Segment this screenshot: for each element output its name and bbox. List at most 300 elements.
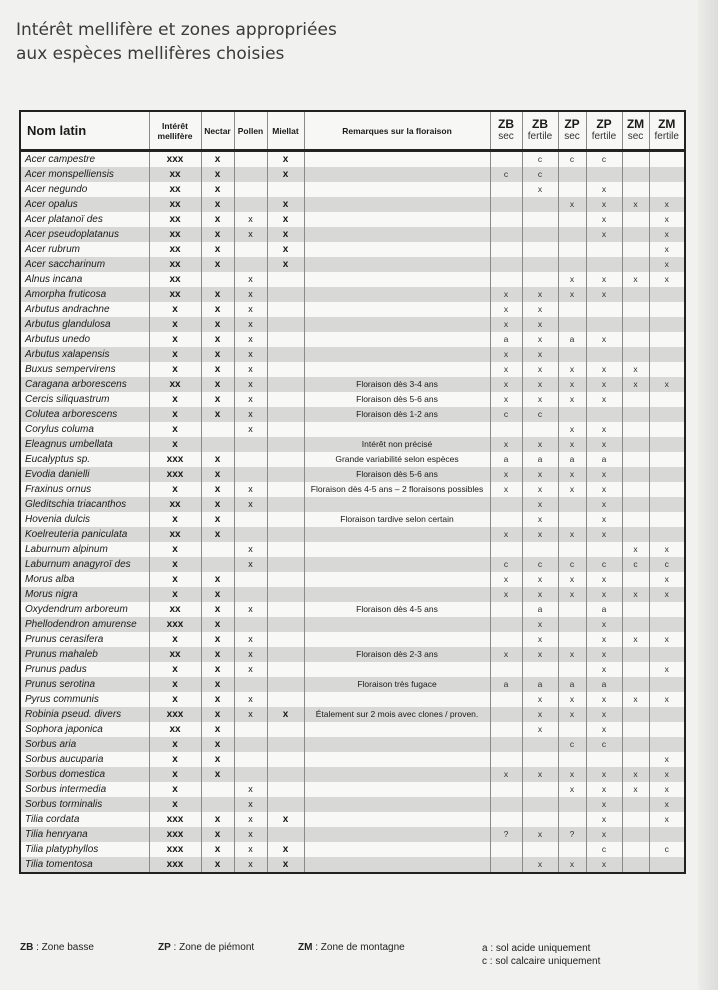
nectar-cell: x [201, 151, 234, 168]
interest-cell: x [149, 572, 201, 587]
latin-name-cell: Tilia cordata [21, 812, 149, 827]
miellat-cell [267, 572, 304, 587]
nectar-cell: x [201, 752, 234, 767]
zb-sec-cell: c [490, 557, 522, 572]
zb-sec-cell [490, 662, 522, 677]
interest-cell: x [149, 767, 201, 782]
page-edge [698, 0, 718, 990]
zb-sec-cell: ? [490, 827, 522, 842]
legend-zp: ZP : Zone de piémont [158, 942, 255, 953]
pollen-cell [234, 677, 267, 692]
nectar-cell: x [201, 842, 234, 857]
zb-fertile-cell: x [522, 182, 558, 197]
zp-sec-cell: x [558, 287, 586, 302]
nectar-cell: x [201, 737, 234, 752]
interest-cell: x [149, 302, 201, 317]
zp-fertile-cell: x [586, 662, 622, 677]
latin-name-cell: Prunus cerasifera [21, 632, 149, 647]
remark-cell [304, 692, 490, 707]
miellat-cell [267, 482, 304, 497]
pollen-cell: x [234, 812, 267, 827]
zm-sec-cell: x [622, 362, 649, 377]
remark-cell [304, 767, 490, 782]
zp-fertile-cell: x [586, 212, 622, 227]
zp-sec-cell: x [558, 467, 586, 482]
zm-sec-cell: x [622, 767, 649, 782]
zp-sec-cell [558, 602, 586, 617]
zb-fertile-cell [522, 227, 558, 242]
remark-cell: Floraison dès 5-6 ans [304, 467, 490, 482]
remark-cell [304, 632, 490, 647]
zp-fertile-cell: x [586, 512, 622, 527]
zp-sec-cell [558, 212, 586, 227]
zb-sec-cell: x [490, 347, 522, 362]
interest-cell: x [149, 362, 201, 377]
zm-sec-cell: x [622, 632, 649, 647]
zp-sec-cell: c [558, 737, 586, 752]
zm-fertile-cell: x [649, 272, 684, 287]
zm-fertile-cell: x [649, 377, 684, 392]
zm-fertile-cell [649, 527, 684, 542]
pollen-cell: x [234, 482, 267, 497]
interest-cell: xxx [149, 467, 201, 482]
header-latin-name: Nom latin [21, 112, 149, 151]
latin-name-cell: Acer pseudoplatanus [21, 227, 149, 242]
table-row [21, 752, 684, 767]
zm-sec-cell [622, 512, 649, 527]
zp-fertile-cell: x [586, 632, 622, 647]
interest-cell: xx [149, 287, 201, 302]
latin-name-cell: Phellodendron amurense [21, 617, 149, 632]
remark-cell [304, 527, 490, 542]
zp-fertile-cell: x [586, 857, 622, 872]
zb-sec-cell [490, 812, 522, 827]
zb-fertile-cell: x [522, 857, 558, 872]
zm-fertile-cell [649, 437, 684, 452]
zm-sec-cell [622, 812, 649, 827]
zm-fertile-cell [649, 827, 684, 842]
zp-sec-cell: x [558, 482, 586, 497]
remark-cell [304, 722, 490, 737]
zm-sec-cell: x [622, 197, 649, 212]
zp-fertile-cell: c [586, 842, 622, 857]
interest-cell: x [149, 347, 201, 362]
miellat-cell: x [267, 242, 304, 257]
interest-cell: x [149, 662, 201, 677]
remark-cell [304, 782, 490, 797]
zb-sec-cell: x [490, 647, 522, 662]
zm-fertile-cell: x [649, 767, 684, 782]
zm-fertile-cell: x [649, 692, 684, 707]
zm-sec-cell [622, 392, 649, 407]
zb-fertile-cell [522, 197, 558, 212]
latin-name-cell: Morus alba [21, 572, 149, 587]
pollen-cell: x [234, 707, 267, 722]
interest-cell: xx [149, 212, 201, 227]
interest-cell: xx [149, 242, 201, 257]
zm-fertile-cell: x [649, 212, 684, 227]
remark-cell [304, 317, 490, 332]
zm-sec-cell [622, 857, 649, 872]
table-header-row [21, 112, 684, 151]
nectar-cell: x [201, 182, 234, 197]
nectar-cell: x [201, 722, 234, 737]
pollen-cell: x [234, 227, 267, 242]
zm-sec-cell: x [622, 587, 649, 602]
zb-sec-cell [490, 212, 522, 227]
zm-fertile-cell [649, 647, 684, 662]
nectar-cell: x [201, 587, 234, 602]
interest-cell: x [149, 332, 201, 347]
zm-sec-cell [622, 827, 649, 842]
latin-name-cell: Caragana arborescens [21, 377, 149, 392]
zb-sec-cell: x [490, 437, 522, 452]
header-zb-sec: ZB sec [490, 112, 522, 151]
zb-sec-cell [490, 422, 522, 437]
table-row [21, 362, 684, 377]
zm-sec-cell [622, 437, 649, 452]
zp-sec-cell: a [558, 452, 586, 467]
zb-sec-cell: x [490, 392, 522, 407]
zp-fertile-cell [586, 167, 622, 182]
nectar-cell: x [201, 677, 234, 692]
nectar-cell: x [201, 332, 234, 347]
remark-cell: Floraison très fugace [304, 677, 490, 692]
nectar-cell: x [201, 317, 234, 332]
interest-cell: x [149, 782, 201, 797]
latin-name-cell: Robinia pseud. divers [21, 707, 149, 722]
zp-sec-cell [558, 302, 586, 317]
pollen-cell: x [234, 347, 267, 362]
zp-fertile-cell: c [586, 151, 622, 168]
remark-cell [304, 797, 490, 812]
zb-fertile-cell: x [522, 467, 558, 482]
zp-fertile-cell: x [586, 692, 622, 707]
zp-sec-cell [558, 167, 586, 182]
zm-sec-cell [622, 151, 649, 168]
table-row [21, 437, 684, 452]
pollen-cell [234, 617, 267, 632]
zb-sec-cell: x [490, 467, 522, 482]
interest-cell: xx [149, 182, 201, 197]
zp-fertile-cell: c [586, 557, 622, 572]
zm-sec-cell [622, 797, 649, 812]
table-row [21, 287, 684, 302]
zb-fertile-cell: a [522, 452, 558, 467]
zp-sec-cell: x [558, 197, 586, 212]
remark-cell [304, 332, 490, 347]
zp-sec-cell: x [558, 692, 586, 707]
latin-name-cell: Amorpha fruticosa [21, 287, 149, 302]
remark-cell [304, 587, 490, 602]
zm-fertile-cell [649, 677, 684, 692]
nectar-cell: x [201, 347, 234, 362]
interest-cell: x [149, 632, 201, 647]
zp-fertile-cell: x [586, 767, 622, 782]
latin-name-cell: Gleditschia triacanthos [21, 497, 149, 512]
nectar-cell: x [201, 692, 234, 707]
remark-cell [304, 617, 490, 632]
zp-sec-cell: x [558, 767, 586, 782]
zp-fertile-cell: x [586, 482, 622, 497]
zm-sec-cell [622, 212, 649, 227]
zp-fertile-cell: x [586, 812, 622, 827]
zb-fertile-cell: x [522, 632, 558, 647]
nectar-cell: x [201, 197, 234, 212]
zb-fertile-cell [522, 752, 558, 767]
zm-fertile-cell [649, 317, 684, 332]
zb-sec-cell [490, 632, 522, 647]
interest-cell: x [149, 317, 201, 332]
latin-name-cell: Laburnum anagyroï des [21, 557, 149, 572]
header-zb-fertile: ZB fertile [522, 112, 558, 151]
interest-cell: xxx [149, 842, 201, 857]
zb-sec-cell [490, 737, 522, 752]
remark-cell [304, 167, 490, 182]
zb-fertile-cell: x [522, 512, 558, 527]
latin-name-cell: Arbutus glandulosa [21, 317, 149, 332]
nectar-cell: x [201, 617, 234, 632]
table-row [21, 797, 684, 812]
zb-sec-cell: x [490, 527, 522, 542]
latin-name-cell: Arbutus unedo [21, 332, 149, 347]
zm-fertile-cell [649, 182, 684, 197]
miellat-cell: x [267, 812, 304, 827]
pollen-cell [234, 752, 267, 767]
latin-name-cell: Eleagnus umbellata [21, 437, 149, 452]
zm-fertile-cell [649, 422, 684, 437]
zb-sec-cell: x [490, 317, 522, 332]
zp-sec-cell: a [558, 677, 586, 692]
zp-fertile-cell: x [586, 467, 622, 482]
interest-cell: xx [149, 377, 201, 392]
header-zm-fertile: ZM fertile [649, 112, 684, 151]
nectar-cell [201, 557, 234, 572]
zp-sec-cell [558, 257, 586, 272]
page-title [16, 18, 337, 66]
remark-cell: Floraison tardive selon certain [304, 512, 490, 527]
pollen-cell: x [234, 287, 267, 302]
remark-cell [304, 737, 490, 752]
zb-fertile-cell: c [522, 557, 558, 572]
nectar-cell: x [201, 662, 234, 677]
pollen-cell: x [234, 662, 267, 677]
zb-sec-cell: x [490, 287, 522, 302]
pollen-cell: x [234, 647, 267, 662]
interest-cell: xxx [149, 857, 201, 872]
zm-fertile-cell: x [649, 632, 684, 647]
zm-sec-cell: x [622, 542, 649, 557]
interest-cell: xx [149, 197, 201, 212]
table-row [21, 197, 684, 212]
legend-zm: ZM : Zone de montagne [298, 942, 405, 953]
pollen-cell [234, 512, 267, 527]
miellat-cell: x [267, 167, 304, 182]
zp-sec-cell: x [558, 707, 586, 722]
zm-fertile-cell [649, 287, 684, 302]
zm-fertile-cell [649, 737, 684, 752]
latin-name-cell: Sophora japonica [21, 722, 149, 737]
table-row [21, 857, 684, 872]
latin-name-cell: Tilia platyphyllos [21, 842, 149, 857]
pollen-cell [234, 467, 267, 482]
zp-fertile-cell: x [586, 422, 622, 437]
miellat-cell: x [267, 257, 304, 272]
header-interest: Intérêt mellifère [149, 112, 201, 151]
interest-cell: x [149, 437, 201, 452]
miellat-cell [267, 692, 304, 707]
latin-name-cell: Pyrus communis [21, 692, 149, 707]
pollen-cell [234, 452, 267, 467]
nectar-cell: x [201, 452, 234, 467]
zp-fertile-cell: a [586, 677, 622, 692]
pollen-cell: x [234, 332, 267, 347]
zp-fertile-cell: x [586, 572, 622, 587]
latin-name-cell: Acer rubrum [21, 242, 149, 257]
zm-sec-cell [622, 422, 649, 437]
zp-sec-cell: x [558, 362, 586, 377]
latin-name-cell: Tilia tomentosa [21, 857, 149, 872]
table-row [21, 272, 684, 287]
zb-sec-cell: x [490, 587, 522, 602]
zb-sec-cell [490, 842, 522, 857]
remark-cell [304, 272, 490, 287]
zp-fertile-cell: c [586, 737, 622, 752]
zb-sec-cell [490, 227, 522, 242]
table-row [21, 212, 684, 227]
remark-cell [304, 827, 490, 842]
miellat-cell: x [267, 707, 304, 722]
zb-fertile-cell: x [522, 707, 558, 722]
zp-sec-cell: x [558, 377, 586, 392]
pollen-cell: x [234, 842, 267, 857]
title-line-1: Intérêt mellifère et zones appropriées [16, 20, 337, 40]
zm-fertile-cell [649, 617, 684, 632]
table-row [21, 707, 684, 722]
zm-sec-cell: x [622, 272, 649, 287]
zp-sec-cell [558, 617, 586, 632]
zm-fertile-cell [649, 347, 684, 362]
zp-fertile-cell: x [586, 392, 622, 407]
zb-fertile-cell: x [522, 362, 558, 377]
remark-cell: Floraison dès 5-6 ans [304, 392, 490, 407]
pollen-cell [234, 722, 267, 737]
miellat-cell [267, 632, 304, 647]
miellat-cell: x [267, 842, 304, 857]
zb-sec-cell [490, 512, 522, 527]
zm-fertile-cell: x [649, 572, 684, 587]
zp-fertile-cell: x [586, 617, 622, 632]
zb-sec-cell [490, 617, 522, 632]
zm-fertile-cell: x [649, 257, 684, 272]
interest-cell: x [149, 422, 201, 437]
latin-name-cell: Arbutus andrachne [21, 302, 149, 317]
zp-fertile-cell: x [586, 497, 622, 512]
interest-cell: xx [149, 497, 201, 512]
miellat-cell [267, 407, 304, 422]
latin-name-cell: Oxydendrum arboreum [21, 602, 149, 617]
zp-fertile-cell: x [586, 437, 622, 452]
latin-name-cell: Acer negundo [21, 182, 149, 197]
zm-sec-cell [622, 227, 649, 242]
zp-fertile-cell: x [586, 647, 622, 662]
pollen-cell: x [234, 407, 267, 422]
nectar-cell: x [201, 572, 234, 587]
zm-fertile-cell [649, 482, 684, 497]
pollen-cell [234, 572, 267, 587]
table-row [21, 482, 684, 497]
zm-sec-cell [622, 167, 649, 182]
latin-name-cell: Acer saccharinum [21, 257, 149, 272]
zb-fertile-cell [522, 662, 558, 677]
zp-fertile-cell [586, 407, 622, 422]
remark-cell: Floraison dès 2-3 ans [304, 647, 490, 662]
zp-fertile-cell [586, 542, 622, 557]
miellat-cell [267, 797, 304, 812]
header-zm-sec: ZM sec [622, 112, 649, 151]
zm-sec-cell [622, 182, 649, 197]
zp-fertile-cell: x [586, 182, 622, 197]
zm-fertile-cell [649, 707, 684, 722]
latin-name-cell: Sorbus aucuparia [21, 752, 149, 767]
table-row [21, 572, 684, 587]
pollen-cell: x [234, 692, 267, 707]
zm-sec-cell [622, 467, 649, 482]
zp-sec-cell [558, 812, 586, 827]
remark-cell [304, 151, 490, 168]
miellat-cell [267, 782, 304, 797]
miellat-cell [267, 362, 304, 377]
zp-sec-cell [558, 662, 586, 677]
zb-sec-cell [490, 257, 522, 272]
zm-fertile-cell [649, 857, 684, 872]
zm-sec-cell [622, 332, 649, 347]
latin-name-cell: Sorbus domestica [21, 767, 149, 782]
latin-name-cell: Sorbus torminalis [21, 797, 149, 812]
zb-sec-cell: a [490, 452, 522, 467]
zb-sec-cell [490, 602, 522, 617]
zb-sec-cell: x [490, 482, 522, 497]
table-row [21, 542, 684, 557]
zb-fertile-cell: c [522, 167, 558, 182]
pollen-cell: x [234, 797, 267, 812]
table-row [21, 167, 684, 182]
pollen-cell: x [234, 317, 267, 332]
zb-sec-cell [490, 497, 522, 512]
interest-cell: xx [149, 647, 201, 662]
table-row [21, 407, 684, 422]
nectar-cell: x [201, 467, 234, 482]
zp-sec-cell: x [558, 422, 586, 437]
zm-fertile-cell [649, 452, 684, 467]
remark-cell [304, 227, 490, 242]
miellat-cell [267, 317, 304, 332]
zm-fertile-cell [649, 602, 684, 617]
zb-fertile-cell: x [522, 437, 558, 452]
miellat-cell: x [267, 857, 304, 872]
zb-fertile-cell [522, 737, 558, 752]
pollen-cell: x [234, 212, 267, 227]
zb-fertile-cell [522, 242, 558, 257]
table-row [21, 602, 684, 617]
zm-fertile-cell [649, 362, 684, 377]
miellat-cell [267, 617, 304, 632]
zb-sec-cell [490, 707, 522, 722]
zm-fertile-cell: x [649, 782, 684, 797]
miellat-cell [267, 347, 304, 362]
nectar-cell: x [201, 827, 234, 842]
pollen-cell [234, 437, 267, 452]
